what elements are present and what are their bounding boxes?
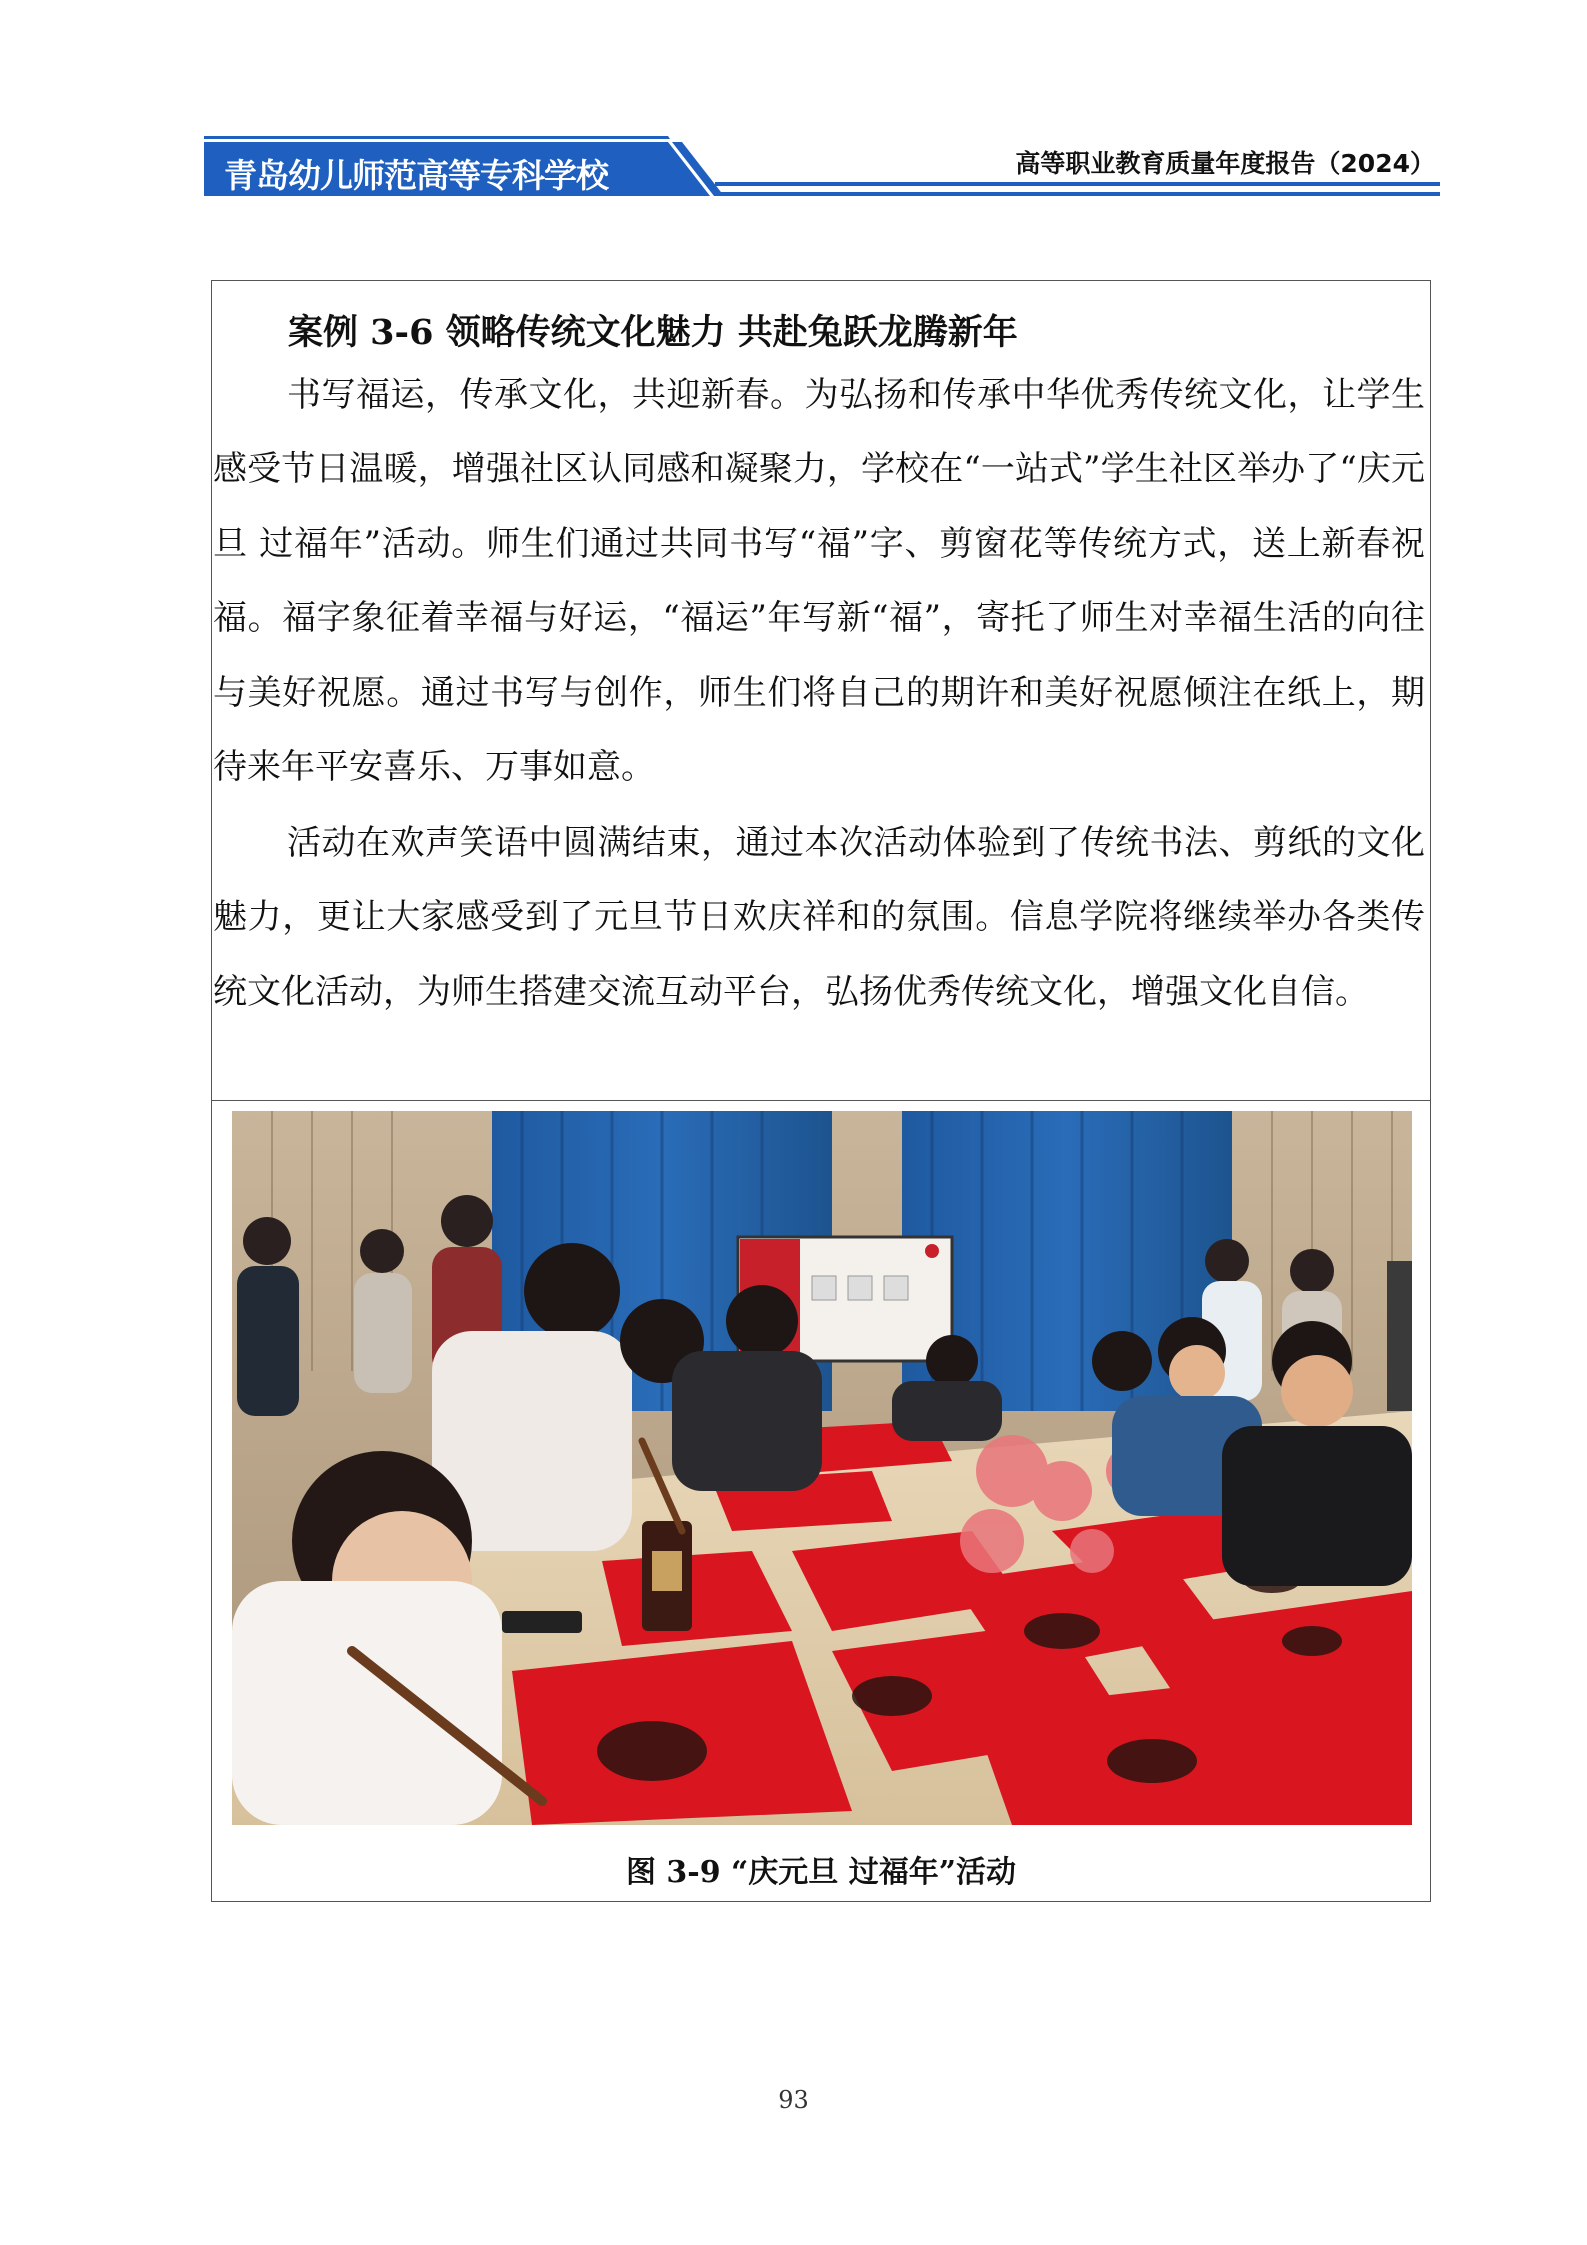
activity-photo	[232, 1111, 1412, 1825]
case-paragraph-2: 活动在欢声笑语中圆满结束，通过本次活动体验到了传统书法、剪纸的文化魅力，更让大家感受到了元旦节日欢庆祥和的氛围。信息学院将继续举办各类传统文化活动，为师生搭建交流互动平台，弘扬优秀传统文化，增强文化自信。	[213, 823, 1425, 1012]
school-name: 青岛幼儿师范高等专科学校	[224, 156, 608, 195]
calligraphy-activity-illustration	[232, 1111, 1412, 1825]
page-number: 93	[778, 2086, 809, 2114]
case-title: 案例 3-6 领略传统文化魅力 共赴兔跃龙腾新年	[288, 312, 1018, 353]
case-photo-cell	[212, 1101, 1430, 1901]
case-paragraph-1: 书写福运，传承文化，共迎新春。为弘扬和传承中华优秀传统文化，让学生感受节日温暖，增强社区认同感和凝聚力，学校在“一站式”学生社区举办了“庆元旦 过福年”活动。师生们通过共同书写“福”字、剪窗花等传统方式，送上新春祝福。福字象征着幸福与好运，“福运”年写新“福”，寄托了师生对幸福生活的向往与美好祝愿。通过书写与创作，师生们将自己的期许和美好祝愿倾注在纸上，期待来年平安喜乐、万事如意。	[213, 375, 1425, 788]
report-title: 高等职业教育质量年度报告（2024）	[1015, 149, 1435, 178]
figure-caption: 图 3-9 “庆元旦 过福年”活动	[625, 1855, 1017, 1890]
page-header	[0, 0, 1587, 210]
